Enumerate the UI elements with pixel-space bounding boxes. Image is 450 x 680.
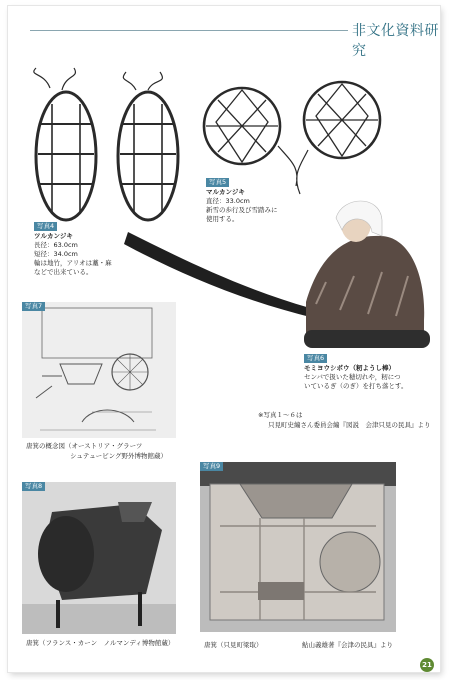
round-snowshoe-right (304, 82, 380, 158)
winnower-tadami-photo (200, 462, 396, 632)
tag-photo-8: 写真8 (22, 482, 45, 491)
snowshoe-left (34, 68, 96, 220)
momiyoshibo-caption (304, 364, 407, 391)
winnowing-diagram-photo (22, 302, 176, 438)
header-title: 非文化資料研究 (352, 23, 439, 59)
page-number: 21 (420, 658, 434, 672)
diagram-background (22, 302, 176, 438)
tag-photo-7: 写真7 (22, 302, 45, 311)
header-rule (30, 30, 348, 31)
marukanjiki-title: マルカンジキ (206, 188, 245, 196)
source-note-line-1: ※写真１〜６は (258, 411, 303, 419)
round-snowshoe-left (204, 88, 280, 164)
source-note-line-2: 只見町史編さん委員会編『図説 会津只見の民具』より (268, 421, 431, 429)
tsurukanjiki-line: 長径：63.0cm (34, 241, 78, 249)
marukanjiki-line: 使用する。 (206, 215, 239, 223)
winnower-drum (38, 516, 94, 592)
tsurukanjiki-title: ツルカンジキ (34, 232, 73, 240)
woman-figure (304, 201, 430, 348)
marukanjiki-line: 新雪の歩行及び雪踏みに (206, 206, 278, 214)
tag-photo-4: 写真4 (34, 222, 57, 231)
winnower-france-caption: 唐箕（フランス・カーン ノルマンディ博物館蔵） (26, 639, 175, 647)
momiyoshibo-title: モミヨウシボウ（籾ようし棒） (304, 364, 395, 372)
tag-photo-9: 写真9 (200, 462, 223, 471)
document-page (8, 6, 440, 672)
tsurukanjiki-line: 短径：34.0cm (34, 250, 78, 258)
winnower-tadami-caption: 唐箕（只見町梁取） (204, 641, 263, 649)
tsurukanjiki-line: 輪は地竹，アリオは藁・麻 (34, 259, 112, 267)
winnowing-diagram-caption: 唐箕の概念図（オーストリア・グラーツ (26, 442, 143, 450)
winnower-tadami-credit: 鮎山義雄著『会津の民具』より (302, 641, 393, 649)
winnower-drum (320, 532, 380, 592)
tag-photo-5: 写真5 (206, 178, 229, 187)
winnowing-diagram-caption-2: シュテューピング野外博物館蔵） (70, 452, 168, 460)
marukanjiki-line: 直径：33.0cm (206, 197, 250, 205)
tag-photo-6: 写真6 (304, 354, 327, 363)
momiyoshibo-line: センバで扱いた穂切れや，籾につ (304, 373, 401, 381)
momiyoshibo-line: いているぎ（のぎ）を打ち落とす。 (304, 382, 408, 390)
tsurukanjiki-line: などで出来ている。 (34, 268, 93, 276)
tsurukanjiki-caption (34, 232, 112, 277)
winnower-france-photo (22, 482, 176, 634)
